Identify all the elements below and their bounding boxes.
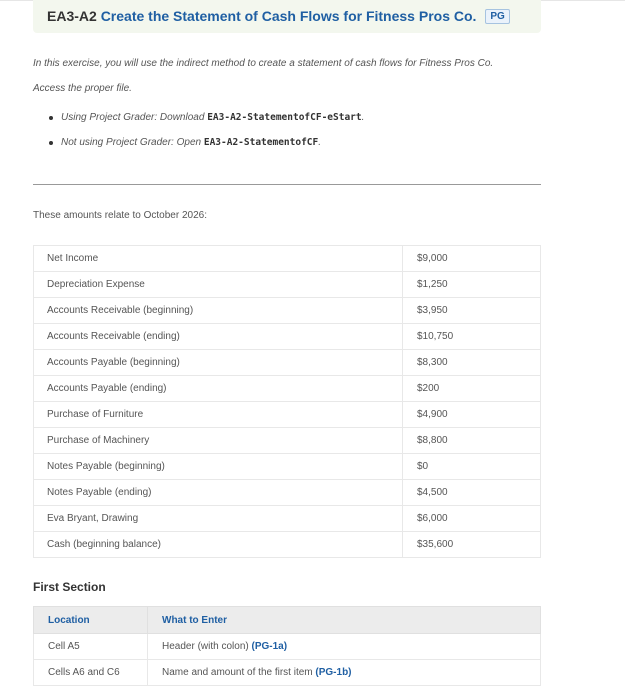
amount-label: Cash (beginning balance): [34, 532, 403, 558]
amounts-table: [33, 245, 541, 558]
amount-value: $8,800: [403, 428, 541, 454]
table-row: [34, 454, 541, 480]
what-to-enter-cell: [148, 634, 541, 660]
amount-value: $35,600: [403, 532, 541, 558]
bullet-suffix: .: [318, 137, 322, 148]
table-row: [34, 272, 541, 298]
table-row: [34, 402, 541, 428]
access-text: Access the proper file.: [33, 83, 132, 94]
amount-value: $3,950: [403, 298, 541, 324]
exercise-code: EA3-A2: [47, 8, 97, 24]
what-to-enter-cell: [148, 660, 541, 686]
exercise-header: [33, 0, 541, 33]
table-row: [34, 376, 541, 402]
file-name: EA3-A2-StatementofCF: [203, 137, 319, 148]
table-row: [34, 298, 541, 324]
instruction-text: Name and amount of the first item: [162, 667, 316, 678]
amount-label: Accounts Payable (ending): [34, 376, 403, 402]
amount-value: $4,500: [403, 480, 541, 506]
amount-label: Net Income: [34, 246, 403, 272]
amount-label: Accounts Receivable (ending): [34, 324, 403, 350]
pg-reference: (PG-1a): [251, 641, 288, 652]
pg-badge: PG: [485, 9, 509, 24]
list-item: [33, 137, 364, 162]
what-to-enter-header: What to Enter: [148, 607, 541, 634]
table-header-row: [34, 607, 541, 634]
exercise-title-link[interactable]: Create the Statement of Cash Flows for Fitness Pros Co.: [100, 8, 477, 24]
file-instructions: [33, 112, 364, 162]
table-row: [34, 506, 541, 532]
list-item: [33, 112, 364, 137]
table-row: [34, 428, 541, 454]
amount-label: Purchase of Machinery: [34, 428, 403, 454]
bullet-suffix: .: [361, 112, 365, 123]
table-row: [34, 634, 541, 660]
amount-label: Notes Payable (ending): [34, 480, 403, 506]
amount-value: $0: [403, 454, 541, 480]
file-name: EA3-A2-StatementofCF-eStart: [207, 112, 362, 123]
first-section-title: First Section: [33, 580, 106, 594]
amount-label: Notes Payable (beginning): [34, 454, 403, 480]
instruction-text: Header (with colon): [162, 641, 252, 652]
amount-value: $200: [403, 376, 541, 402]
amounts-intro: These amounts relate to October 2026:: [33, 210, 207, 221]
bullet-text: Using Project Grader: Download: [61, 112, 208, 123]
section-divider: [33, 184, 541, 185]
amount-value: $8,300: [403, 350, 541, 376]
table-row: [34, 350, 541, 376]
bullet-text: Not using Project Grader: Open: [61, 137, 204, 148]
intro-text: In this exercise, you will use the indirect method to create a statement of cash flows for Fitness Pros Co.: [33, 58, 494, 69]
table-row: [34, 324, 541, 350]
amount-value: $4,900: [403, 402, 541, 428]
amount-value: $9,000: [403, 246, 541, 272]
first-section-table: [33, 606, 541, 686]
table-row: [34, 480, 541, 506]
amount-value: $10,750: [403, 324, 541, 350]
pg-reference: (PG-1b): [315, 667, 352, 678]
amount-value: $1,250: [403, 272, 541, 298]
amount-label: Accounts Payable (beginning): [34, 350, 403, 376]
exercise-title: [47, 8, 510, 24]
table-row: [34, 246, 541, 272]
table-row: [34, 660, 541, 686]
amount-label: Depreciation Expense: [34, 272, 403, 298]
amount-label: Accounts Receivable (beginning): [34, 298, 403, 324]
location-cell: Cells A6 and C6: [34, 660, 148, 686]
location-header: Location: [34, 607, 148, 634]
amount-value: $6,000: [403, 506, 541, 532]
amount-label: Purchase of Furniture: [34, 402, 403, 428]
amount-label: Eva Bryant, Drawing: [34, 506, 403, 532]
table-row: [34, 532, 541, 558]
location-cell: Cell A5: [34, 634, 148, 660]
